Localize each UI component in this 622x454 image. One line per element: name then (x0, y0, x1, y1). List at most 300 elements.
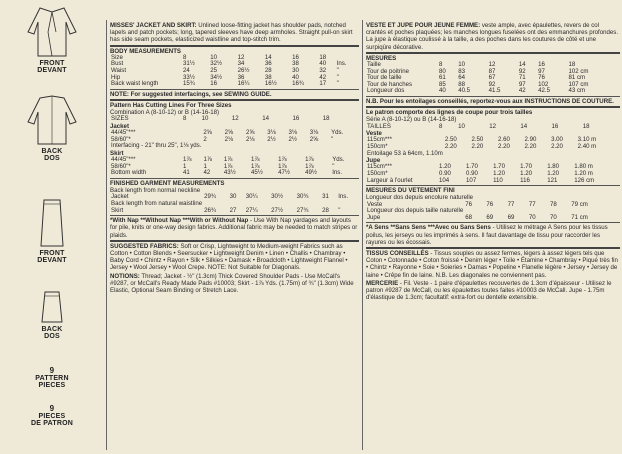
table-cell: 38 (292, 60, 299, 68)
fr-title: VESTE ET JUPE POUR JEUNE FEMME: (366, 22, 481, 29)
table-cell: Ins. (338, 193, 349, 201)
table-row (366, 178, 620, 185)
table-cell: 92 (518, 67, 526, 75)
table-cell: 78 (550, 200, 557, 208)
table-cell: Yds. (332, 156, 345, 164)
table-cell: 68 (465, 213, 472, 221)
fr-mesures: MESURES (366, 54, 397, 62)
table-cell: 76 (486, 200, 494, 208)
table-cell (616, 137, 620, 144)
table-row (110, 208, 359, 215)
jacket-back-sketch (0, 92, 104, 162)
table-cell (613, 124, 620, 131)
table-cell: Bust (111, 60, 124, 68)
table-cell: 14 (262, 115, 269, 123)
table-cell: 40 (292, 73, 299, 81)
table-cell: 3⅛ (267, 129, 276, 137)
table-cell: 27½ (271, 206, 284, 214)
fr-veste: Veste (366, 130, 382, 138)
fr-desc: veste ample, avec épaulettes, revers de col crantés et poches plaquées; les manches longues fuselées ont des emmanchures profondes. La jupe à élastique coulissé à la taille, a des poches dans les coutures de côté et une surpiqûre décorative. (366, 22, 619, 51)
table-cell: 1⅞ (203, 156, 212, 164)
jacket-back-icon (22, 92, 82, 148)
table-cell: 16 (292, 53, 299, 61)
en-body-meas: BODY MEASUREMENTS (110, 47, 181, 55)
pieces-fr-label2: DE PATRON (31, 420, 73, 427)
table-cell: 29¾ (204, 193, 216, 201)
en-notions: Thread; Jacket - ½" (1.3cm) Thick Covered Shoulder Pads - Use McCall's #9287, or McCall's Ready Made Pads #10003; Skirt - 1⅞ Yds. (1.75m) of ¾" (1.3cm) Wide Elastic, Optional Seam Binding or Stretch Lace. (110, 272, 354, 294)
table-cell: 30 (229, 193, 237, 201)
table-cell: 42 (203, 169, 211, 177)
table-cell: 97 (538, 67, 545, 75)
table-cell: 10 (201, 115, 209, 123)
table-cell (309, 143, 330, 150)
table-cell: 2.20 (524, 142, 537, 150)
table-cell: " (336, 67, 339, 74)
table-cell: 1.70 (493, 163, 505, 171)
table-cell: 121 (547, 176, 558, 184)
table-cell: 10 (458, 61, 465, 69)
jacket-front-sketch (0, 2, 104, 74)
table-cell: 12 (231, 115, 239, 123)
table-cell: 2.20 (551, 142, 563, 150)
table-cell (616, 82, 620, 89)
table-cell (330, 143, 359, 150)
table-cell: 64 (458, 74, 465, 82)
table-cell: TAILLES (367, 122, 391, 130)
table-cell: 8 (183, 53, 187, 61)
fr-notions: - Fil. Veste - 1 paire d'épaulettes recouvertes de 1.3cm d'épaisseur - Utilisez le patron #9287 de McCall, ou les épaulettes toutes faites #10003 de McCall. Jupe - 1.75m d'élastique de 1.3cm; facultatif: extra-fort ou dentelle extensible. (366, 279, 612, 302)
table-cell: 10 (210, 53, 218, 61)
table-cell: 26½ (237, 67, 250, 74)
table-cell: 97 (518, 80, 526, 88)
table-cell: 88 (458, 80, 465, 88)
front2-label: FRONT (39, 250, 65, 257)
table-cell (497, 151, 524, 158)
table-cell: 36 (237, 73, 245, 81)
table-cell: 14 (264, 53, 272, 61)
table-cell: 76 (465, 200, 472, 208)
table-cell: 16 (538, 61, 545, 69)
table-cell: 43 cm (568, 87, 586, 95)
table-cell: 30½ (271, 193, 284, 201)
table-cell: 1.80 m (574, 163, 593, 171)
table-cell: 1⅞ (278, 162, 287, 170)
fr-jupe-table (366, 164, 620, 184)
table-cell: 32 (319, 67, 327, 74)
table-cell: Jacket (111, 193, 129, 201)
table-cell: 1.70 (520, 163, 533, 171)
table-cell (337, 201, 359, 208)
fr-nap: *A Sens **Sans Sens ***Avec ou Sans Sens (366, 224, 491, 232)
table-cell: 3⅛ (309, 129, 319, 137)
table-cell (550, 151, 577, 158)
fr-note: N.B. Pour les entoilages conseillés, reportez-vous aux INSTRUCTIONS DE COUTURE. (366, 97, 614, 105)
pieces-de-patron (0, 404, 104, 427)
table-cell: 2 (203, 135, 207, 143)
table-cell: 8 (183, 115, 187, 123)
table-cell: 85 (439, 80, 446, 88)
divider-left (106, 20, 107, 450)
table-cell: 41 (183, 169, 190, 177)
table-cell: 2⅝ (224, 129, 234, 137)
table-cell: 34 (237, 60, 245, 68)
table-cell: Yds. (331, 129, 344, 137)
en-jacket-table (110, 130, 359, 150)
table-cell: 1.20 (439, 163, 451, 171)
table-cell: 69 (507, 213, 515, 221)
table-cell: 16 (210, 80, 218, 88)
table-cell: 1⅞ (250, 162, 260, 170)
table-cell: 47½ (278, 169, 290, 177)
table-cell: 3.00 (551, 136, 563, 144)
front2-label-fr: DEVANT (37, 257, 67, 264)
table-cell: 3.10 m (577, 136, 597, 144)
table-cell: 1.20 (520, 169, 533, 177)
table-cell: Ins. (336, 60, 347, 68)
table-cell (615, 202, 620, 209)
table-cell: 3⅛ (288, 129, 297, 137)
table-cell: Hip (111, 73, 121, 81)
front-label-fr: DEVANT (37, 67, 67, 74)
table-cell: Longueur dos depuis taille naturelle (367, 207, 464, 215)
table-cell: 2⅛ (245, 135, 255, 143)
table-cell (616, 69, 620, 76)
table-cell: 30¼ (245, 193, 258, 201)
table-cell: 83 (458, 67, 465, 75)
en-title: MISSES' JACKET AND SKIRT: (110, 22, 197, 29)
table-cell: 2⅝ (245, 129, 255, 137)
skirt-back-sketch (0, 288, 104, 340)
table-cell: Taille (367, 61, 381, 69)
en-combos: Combination A (8-10-12) or B (14-16-18) (110, 109, 220, 117)
fr-notions-title: MERCERIE (366, 279, 399, 287)
sketch-column (0, 0, 104, 454)
table-cell: 16 (292, 115, 300, 123)
table-cell: 150cm* (367, 142, 388, 150)
table-cell: 77 (528, 200, 536, 208)
table-row (366, 88, 620, 95)
table-cell: 2.20 (471, 142, 484, 150)
table-cell (224, 143, 245, 150)
table-cell: 8 (439, 61, 443, 69)
table-cell (577, 151, 617, 158)
table-cell (352, 116, 359, 123)
table-cell: 27¾ (296, 206, 309, 214)
table-cell: Entoilage 53 à 64cm, 1.10m (367, 149, 443, 157)
en-fabrics: Soft or Crisp, Lightweight to Medium-weight Fabrics such as Cotton • Cotton Blends • Seersucker • Lightweight Denim • Linen • Challis • Chambray • Baby Cord • Chintz • Rayon • Silk • Silkies • Damask • Broadcloth • Lightweight Flannel • Jersey • Wool Jersey • Wool Crepe. NOTE: Not Suitable for Diagonals. (110, 242, 348, 272)
table-cell: Interfacing - 21" thru 25", 1⅛ yds. (111, 142, 202, 150)
fr-finished: MESURES DU VETEMENT FINI (366, 187, 455, 195)
table-cell (616, 171, 620, 178)
table-cell: 40 (439, 87, 446, 95)
table-cell: 1⅞ (278, 156, 287, 164)
skirt-front-icon (32, 196, 72, 250)
table-cell: Ins. (332, 169, 343, 177)
table-cell: Size (111, 53, 123, 61)
en-sizes-table (110, 116, 359, 123)
table-cell: 25 (210, 67, 218, 74)
en-finished: FINISHED GARMENT MEASUREMENTS (110, 179, 225, 187)
table-cell: 58/60"* (111, 162, 131, 170)
en-fabrics-title: SUGGESTED FABRICS: (110, 242, 179, 250)
table-cell: 92 (488, 80, 496, 88)
table-cell: Tour de taille (367, 74, 402, 82)
table-cell: 1 (203, 162, 207, 170)
table-cell (202, 143, 223, 150)
table-cell: 2.50 (471, 136, 484, 144)
table-cell: 36 (264, 60, 272, 68)
table-cell: Tour de poitrine (367, 67, 410, 75)
table-cell: 27 (229, 206, 237, 214)
table-cell: 18 (582, 122, 590, 130)
table-cell: 1⅞ (250, 156, 260, 164)
fr-veste-table (366, 137, 620, 157)
table-cell: 2½ (288, 135, 297, 143)
table-cell: 31 (322, 193, 329, 201)
front-label: FRONT (39, 60, 65, 67)
en-note: NOTE: For suggested interfacings, see SEWING GUIDE. (110, 90, 272, 98)
table-cell: 27¼ (245, 206, 258, 214)
table-cell: 69 (486, 213, 494, 221)
table-row (110, 170, 359, 177)
table-cell (615, 215, 620, 222)
table-cell: Back waist length (111, 80, 159, 88)
fr-combos: Série A (8-10-12) ou B (14-16-18) (366, 116, 457, 124)
table-cell: 14 (518, 61, 526, 69)
pattern-pieces-label: PATTERN (35, 375, 69, 382)
table-cell (616, 144, 620, 151)
table-cell: 104 (439, 176, 450, 184)
back2-label-fr: DOS (44, 333, 60, 340)
table-cell: Jupe (367, 213, 381, 221)
table-cell: 12 (489, 122, 497, 130)
table-cell: 40 (319, 60, 327, 68)
table-cell: 1⅞ (305, 162, 314, 170)
table-cell: 77 (507, 200, 515, 208)
en-jacket: Jacket (110, 122, 129, 130)
table-row (110, 143, 359, 150)
skirt-front-sketch (0, 196, 104, 264)
pieces-fr-num: 9 (49, 404, 55, 413)
fr-jupe: Jupe (366, 157, 381, 165)
table-cell: 115cm*** (367, 163, 392, 171)
table-cell: 24 (183, 67, 190, 74)
table-cell: 2⅝ (203, 129, 212, 137)
pattern-pieces-num: 9 (49, 366, 55, 375)
table-cell (616, 178, 620, 185)
table-cell: 42.5 (538, 87, 550, 95)
french-column (366, 22, 620, 302)
table-cell (616, 88, 620, 95)
table-cell: 1⅞ (223, 156, 233, 164)
table-cell: 2.90 (524, 136, 537, 144)
english-column (110, 22, 359, 295)
table-cell: Longueur dos (367, 87, 405, 95)
table-cell: 81 cm (568, 74, 586, 82)
table-cell: 42 (518, 87, 526, 95)
table-cell (444, 151, 471, 158)
table-cell: 102 cm (568, 67, 589, 75)
table-cell: 1.80 (547, 163, 560, 171)
table-cell (524, 151, 551, 158)
table-row (366, 151, 620, 158)
table-cell: 2.20 (444, 142, 457, 150)
table-cell: 14 (520, 122, 528, 130)
jacket-front-icon (22, 2, 82, 60)
table-cell: 70 (528, 213, 536, 221)
table-cell: " (332, 162, 335, 170)
table-cell: 17 (319, 80, 327, 88)
table-cell: 80 (439, 67, 446, 75)
table-cell (245, 143, 266, 150)
table-cell: 12 (488, 61, 496, 69)
table-cell: 38 (264, 73, 272, 81)
table-cell: 71 (518, 74, 526, 82)
table-cell: 2⅝ (309, 135, 319, 143)
table-cell: 1⅞ (305, 156, 314, 164)
table-cell: Bottom width (111, 169, 147, 177)
table-cell: 49½ (305, 169, 318, 177)
table-cell: 40.5 (458, 87, 471, 95)
skirt-back-icon (32, 288, 72, 326)
table-cell: 102 (538, 80, 549, 88)
table-cell: Skirt (111, 206, 124, 214)
table-cell: 87 (488, 67, 496, 75)
table-cell: 107 (466, 176, 477, 184)
table-cell: 32½ (210, 60, 223, 68)
table-cell: 41.5 (488, 87, 501, 95)
table-cell: 126 cm (574, 176, 595, 184)
table-cell: 12 (237, 53, 245, 61)
table-cell: Largeur à l'ourlet (367, 176, 413, 184)
fr-nap-desc: - Utilisez le métrage A Sens pour les tissus poilus, les jerseys ou les imprimés à sens. Il faut davantage de tissu pour raccorder les rayures ou les écossais. (366, 224, 608, 246)
pieces-fr-label: PIECES (38, 413, 66, 420)
table-cell: 1 (183, 162, 187, 170)
table-cell: SIZES (111, 115, 129, 123)
table-cell: " (336, 73, 339, 81)
table-cell: 2.40 m (577, 142, 597, 150)
pattern-pieces (0, 366, 104, 389)
table-cell: 0.90 (439, 169, 451, 177)
table-cell: 2½ (267, 135, 276, 143)
table-cell: 16 (551, 122, 559, 130)
table-cell: 115cm*** (367, 136, 392, 144)
table-cell: 16¾ (292, 80, 304, 88)
table-cell: 10 (458, 122, 465, 130)
table-cell (616, 75, 620, 82)
table-cell: 2⅛ (224, 135, 234, 143)
table-cell: Waist (111, 67, 127, 74)
pattern-pieces-label2: PIECES (38, 382, 66, 389)
table-cell: 28 (322, 206, 329, 214)
table-cell: 42 (319, 73, 327, 81)
table-cell: 116 (520, 176, 530, 184)
table-cell (616, 62, 620, 69)
table-cell: 76 (538, 74, 545, 82)
table-cell: " (338, 206, 341, 214)
table-cell: 45½ (250, 169, 263, 177)
en-cutting: Pattern Has Cutting Lines For Three Sizes (110, 101, 232, 109)
table-cell: 1.70 (466, 163, 478, 171)
table-row (110, 157, 359, 164)
fr-body-table (366, 62, 620, 95)
en-nap: *With Nap **Without Nap ***With or Without Nap (110, 217, 249, 225)
table-cell: 44/45"*** (111, 129, 136, 137)
fr-finished-table (366, 202, 620, 222)
en-notions-title: NOTIONS: (110, 272, 140, 280)
table-cell: 30¾ (296, 193, 309, 201)
table-cell (615, 208, 620, 215)
fr-fabrics: - Tissus souples ou assez fermes, légers à assez légers tels que Coton • Cotonnade • Coton froissé • Denim léger • Toile • Étamine • Chambray • Piqué très fin • Chintz • Rayonne • Soie • Soieries • Damas • Popeline • Flanelle légère • Jersey • Jersey de laine • Crêpe fin de laine. N.B. Les diagonales ne conviennent pas. (366, 249, 618, 279)
table-cell: 43½ (223, 169, 236, 177)
table-cell: 18 (319, 53, 327, 61)
en-nap-desc: - Use With Nap yardages and layouts for pile, knits or one-way design fabrics. Additional fabric may be needed to match stripes or plaids. (110, 217, 358, 239)
table-cell: 34½ (210, 73, 223, 81)
table-cell: 1.20 m (574, 169, 593, 177)
table-cell: 1⅞ (183, 156, 192, 164)
table-cell: 0.90 (466, 169, 478, 177)
table-cell (266, 143, 287, 150)
fr-cutting: Le patron comporte des lignes de coupe pour trois tailles (366, 109, 533, 117)
table-cell: 44/45"*** (111, 156, 136, 164)
table-row (110, 81, 359, 88)
table-cell: 15¾ (183, 80, 195, 88)
table-cell: 1⅞ (223, 162, 233, 170)
en-desc: Unlined loose-fitting jacket has shoulder pads, notched lapels and patch pockets; long, tapered sleeves have deep armholes. Straight pull-on skirt has side seam pockets, elasticized waistline and top-stitch trim. (110, 22, 353, 44)
table-cell: 31½ (183, 60, 195, 68)
en-body-table (110, 55, 359, 88)
en-skirt: Skirt (110, 149, 124, 157)
table-row (110, 130, 359, 137)
table-cell: 67 (488, 74, 496, 82)
table-cell: 150cm* (367, 169, 388, 177)
back-label: BACK (41, 148, 63, 155)
table-cell: 71 cm (571, 213, 588, 221)
table-cell: 26¾ (204, 206, 216, 214)
en-finished-table (110, 194, 359, 214)
en-skirt-table (110, 157, 359, 177)
table-row (366, 124, 620, 131)
table-cell: 110 (493, 176, 503, 184)
table-cell: 107 cm (568, 80, 589, 88)
fr-sizes-table (366, 124, 620, 131)
back2-label: BACK (41, 326, 63, 333)
table-cell: Veste (367, 200, 383, 208)
table-cell: 61 (439, 74, 446, 82)
table-cell: 30 (292, 67, 299, 74)
table-cell: " (331, 135, 334, 143)
table-cell: 2.60 (497, 136, 510, 144)
table-row (366, 215, 620, 222)
table-cell (616, 164, 620, 171)
table-row (110, 116, 359, 123)
table-cell: 2.50 (444, 136, 457, 144)
table-cell (470, 151, 497, 158)
table-cell: 70 (550, 213, 557, 221)
table-cell: 18 (322, 115, 330, 123)
table-cell: 2.20 (497, 142, 510, 150)
table-cell (288, 143, 309, 150)
back-label-fr: DOS (44, 155, 60, 162)
fr-fabrics-title: TISSUS CONSEILLÉS (366, 249, 429, 257)
table-cell: Tour de hanches (367, 80, 413, 88)
table-cell: 79 cm (571, 200, 588, 208)
table-cell: " (336, 80, 339, 88)
table-cell: 1.20 (493, 169, 505, 177)
table-cell: 58/60"* (111, 135, 131, 143)
table-cell: 8 (439, 122, 443, 130)
en-back-neck: Back length from normal neckline (110, 187, 201, 195)
